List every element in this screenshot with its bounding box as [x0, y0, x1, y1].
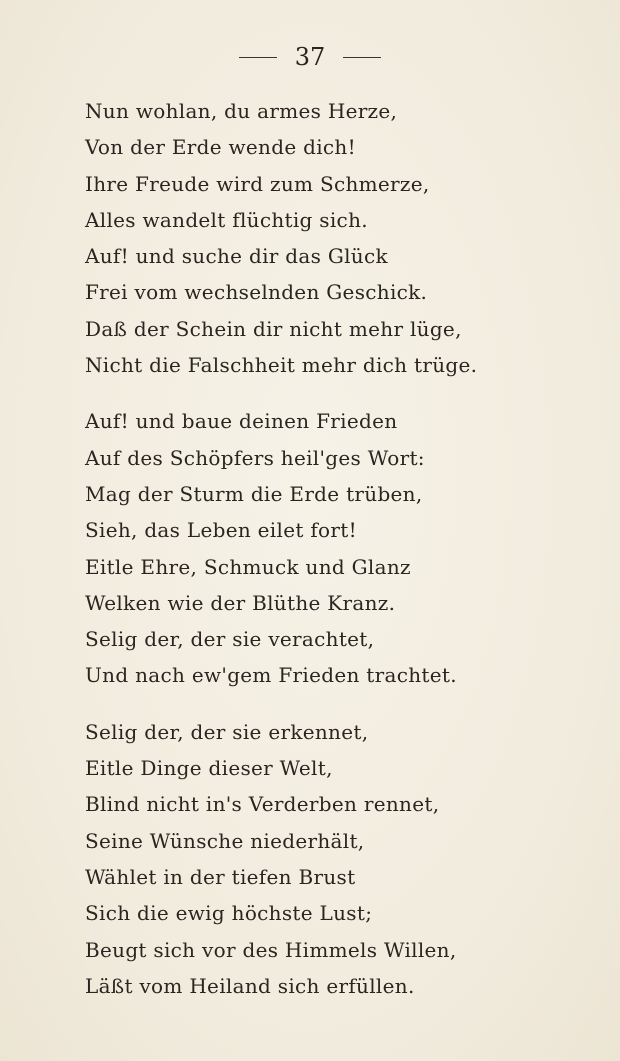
page-header: [0, 40, 620, 74]
poem-line: Selig der, der sie verachtet,: [85, 627, 375, 652]
poem-line: Wählet in der tiefen Brust: [85, 864, 356, 889]
poem-line: Eitle Dinge dieser Welt,: [85, 756, 333, 781]
stanza-3: [85, 714, 585, 1004]
poem-line: Und nach ew'gem Frieden trachtet.: [85, 663, 457, 688]
poem-line: Blind nicht in's Verderben rennet,: [85, 792, 440, 817]
poem-line: Auf! und baue deinen Frieden: [85, 409, 398, 434]
poem-line: Nun wohlan, du armes Herze,: [85, 99, 398, 123]
poem-line: Nicht die Falschheit mehr dich trüge.: [85, 353, 478, 378]
poem-line: Eitle Ehre, Schmuck und Glanz: [85, 554, 411, 579]
header-dash-left: [239, 57, 277, 58]
poem-line: Auf! und suche dir das Glück: [85, 244, 388, 269]
poem-line: Seine Wünsche niederhält,: [85, 828, 365, 853]
poem-line: Sich die ewig höchste Lust;: [85, 901, 373, 926]
poem-line: Selig der, der sie erkennet,: [85, 719, 369, 744]
poem-line: Frei vom wechselnden Geschick.: [85, 280, 428, 305]
poem-line: Auf des Schöpfers heil'ges Wort:: [85, 445, 425, 470]
stanza-2: [85, 403, 585, 693]
poem-line: Alles wandelt flüchtig sich.: [85, 207, 368, 232]
page-number: 37: [294, 43, 326, 71]
poem-line: Läßt vom Heiland sich erfüllen.: [85, 973, 415, 998]
poem-line: Ihre Freude wird zum Schmerze,: [85, 171, 430, 196]
poem-line: Beugt sich vor des Himmels Willen,: [85, 937, 457, 962]
poem: [85, 93, 585, 1004]
poem-line: Mag der Sturm die Erde trüben,: [85, 481, 423, 506]
poem-line: Von der Erde wende dich!: [85, 135, 356, 160]
poem-line: Daß der Schein dir nicht mehr lüge,: [85, 316, 462, 341]
header-dash-right: [343, 57, 381, 58]
stanza-1: [85, 93, 585, 383]
poem-line: Sieh, das Leben eilet fort!: [85, 518, 357, 543]
poem-line: Welken wie der Blüthe Kranz.: [85, 590, 396, 615]
